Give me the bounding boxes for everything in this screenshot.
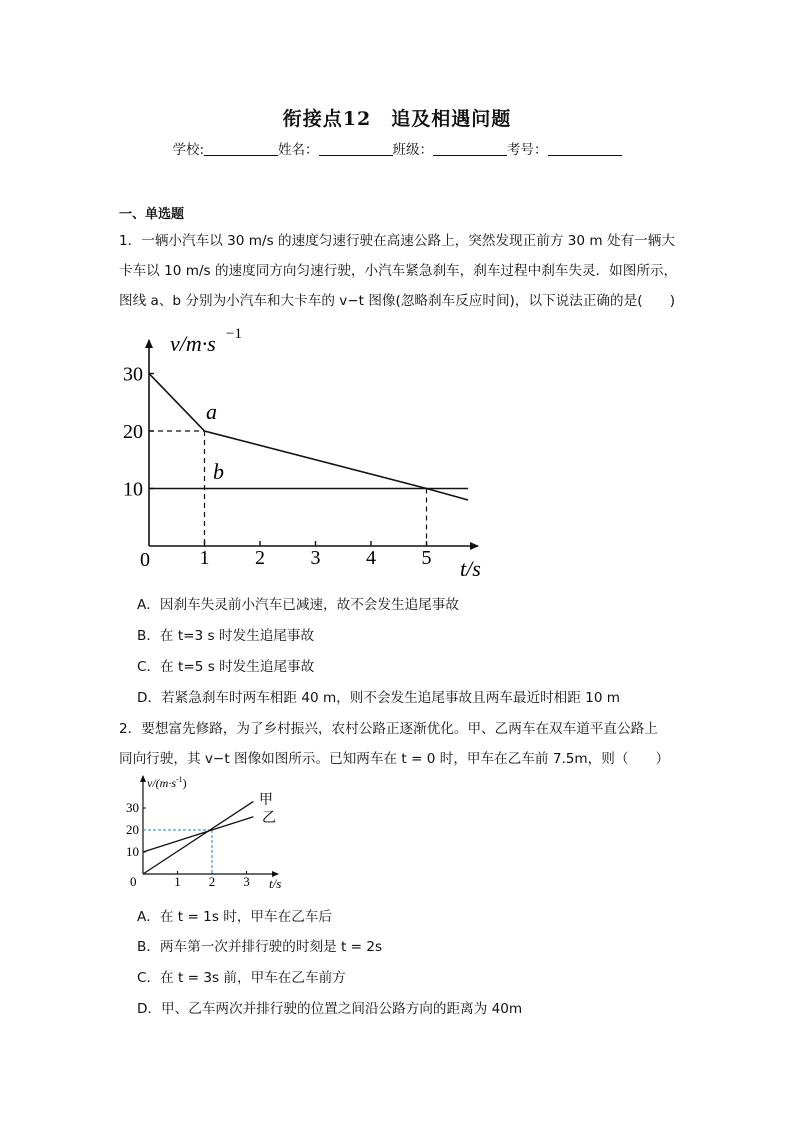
q2-x-tick-label-3: 3 [243,874,250,889]
q2-y-axis-label-group [147,775,187,790]
exam-no-label: 考号： [507,142,548,158]
q2-option-a[interactable]: A．在 t = 1s 时，甲车在乙车后 [137,909,332,925]
q2-line-2: 同向行驶，其 v−t 图像如图所示。已知两车在 t = 0 时，甲车在乙车前 7.5m，则（ ） [119,751,670,767]
q2-vt-chart [118,772,298,894]
q2-x-tick-label-1: 1 [174,874,181,889]
q2-option-c[interactable]: C．在 t = 3s 前，甲车在乙车前方 [137,970,346,986]
q2-option-b[interactable]: B．两车第一次并排行驶的时刻是 t = 2s [137,939,383,955]
q2-line-1: 2．要想富先修路，为了乡村振兴，农村公路正逐渐优化。甲、乙两车在双车道平直公路上 [119,721,658,737]
q2-yi-label: 乙 [262,811,276,826]
q2-series-jia-line [143,801,253,874]
q1-x-tick-label-4: 4 [366,547,376,569]
q2-y-axis-close: ) [182,776,187,790]
q1-option-c[interactable]: C．在 t=5 s 时发生追尾事故 [137,659,315,675]
q1-y-tick-label-30: 30 [123,363,143,386]
name-label: 姓名： [278,142,319,158]
student-info-line [0,138,794,158]
school-label: 学校: [172,142,205,158]
q1-option-b[interactable]: B．在 t=3 s 时发生追尾事故 [137,628,315,644]
q2-option-d[interactable]: D．甲、乙车两次并排行驶的位置之间沿公路方向的距离为 40m [137,1001,523,1017]
q1-line-3: 图线 a、b 分别为小汽车和大卡车的 v−t 图像(忽略刹车反应时间)，以下说法正确的是( ) [119,293,676,309]
q1-vt-chart [120,318,500,584]
q1-x-axis-label: t/s [460,556,481,581]
q1-x-tick-label-1: 1 [199,547,210,569]
q2-x-axis-label: t/s [269,876,282,891]
q2-x-tick-label-2: 2 [208,874,216,889]
q1-line-b-label: b [213,459,224,484]
q1-y-tick-label-20: 20 [123,421,143,443]
q1-y-tick-label-10: 10 [123,478,143,501]
q1-option-a[interactable]: A．因刹车失灵前小汽车已减速，故不会发生追尾事故 [137,597,459,613]
q1-line-2: 卡车以 10 m/s 的速度同方向匀速行驶，小汽车紧急刹车，刹车过程中刹车失灵．如图所示， [119,263,678,279]
q2-series-yi-line [143,817,253,852]
q2-y-axis-exponent: -1 [176,775,183,784]
page-title: 衔接点12 追及相遇问题 [282,108,512,130]
q2-y-tick-label-30: 30 [126,800,139,815]
q1-x-tick-label-3: 3 [310,547,321,569]
q1-x-tick-label-5: 5 [421,547,432,569]
q2-jia-label: 甲 [259,793,273,808]
q1-y-axis-exponent: −1 [226,326,242,342]
class-blank[interactable] [433,141,507,156]
q2-y-tick-label-10: 10 [126,844,139,859]
q2-y-axis-label: v/(m·s [147,776,176,790]
school-blank[interactable] [204,141,278,156]
q2-origin-label: 0 [130,874,137,889]
section-title: 一、单选题 [119,207,185,222]
q2-y-tick-label-20: 20 [126,822,139,837]
q1-line-a-label: a [206,399,217,424]
q1-origin-label: 0 [140,549,150,571]
q1-series-a-line [149,374,468,501]
q1-x-tick-label-2: 2 [255,547,265,569]
q1-option-d[interactable]: D．若紧急刹车时两车相距 40 m，则不会发生追尾事故且两车最近时相距 10 m [137,690,621,706]
name-blank[interactable] [319,141,393,156]
class-label: 班级： [392,142,434,158]
exam-no-blank[interactable] [548,141,622,156]
q1-y-axis-label: v/m·s [170,331,216,356]
q1-line-1: 1．一辆小汽车以 30 m/s 的速度匀速行驶在高速公路上，突然发现正前方 30 m 处有一辆大 [119,233,675,249]
